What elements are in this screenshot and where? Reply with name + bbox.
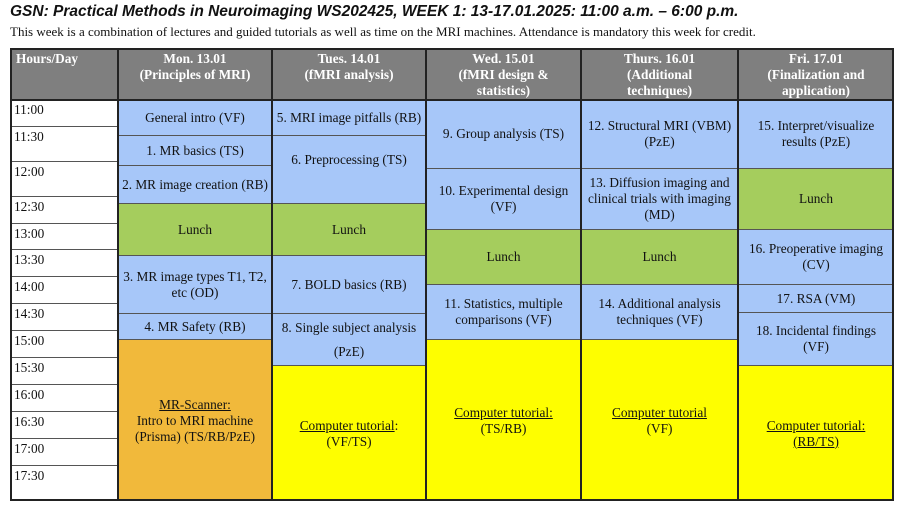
header-friday-date: Fri. 17.01 [788, 51, 844, 66]
time-slot: 15:30 [10, 358, 118, 385]
thursday-additional-analysis: 14. Additional analysis techniques (VF) [581, 285, 738, 340]
time-slot: 12:30 [10, 197, 118, 224]
time-slot: 14:30 [10, 304, 118, 331]
tuesday-preprocessing: 6. Preprocessing (TS) [272, 136, 426, 204]
thursday-lunch: Lunch [581, 230, 738, 285]
wednesday-group-analysis: 9. Group analysis (TS) [426, 100, 581, 169]
header-thursday-topic-2: techniques) [626, 83, 692, 98]
table-border [10, 48, 894, 501]
tutorial-title: Computer tutorial: [454, 404, 553, 420]
time-slot: 15:00 [10, 331, 118, 358]
wednesday-experimental-design: 10. Experimental design (VF) [426, 169, 581, 230]
tuesday-bold-basics: 7. BOLD basics (RB) [272, 256, 426, 314]
tutorial-title: Computer tutorial: [766, 417, 866, 433]
friday-interpret-visualize: 15. Interpret/visualize results (PzE) [738, 100, 894, 169]
time-slot: 17:00 [10, 439, 118, 466]
time-slot: 16:30 [10, 412, 118, 439]
time-slot: 16:00 [10, 385, 118, 412]
header-wednesday-topic-2: statistics) [476, 83, 531, 98]
header-tuesday-date: Tues. 14.01 [317, 51, 381, 66]
time-slot: 11:00 [10, 100, 118, 127]
header-monday-date: Mon. 13.01 [163, 51, 227, 66]
tutorial-body: (VF) [646, 420, 673, 436]
monday-mr-basics: 1. MR basics (TS) [118, 136, 272, 166]
tutorial-body: (VF/TS) [326, 433, 372, 449]
wednesday-statistics: 11. Statistics, multiple comparisons (VF) [426, 285, 581, 340]
time-slot: 13:00 [10, 224, 118, 250]
scanner-body: Intro to MRI machine (Prisma) (TS/RB/PzE) [134, 412, 256, 444]
schedule-table [10, 48, 894, 501]
monday-lunch: Lunch [118, 204, 272, 256]
header-friday-topic-2: application) [782, 83, 850, 98]
header-wednesday-date: Wed. 15.01 [472, 51, 535, 66]
tutorial-title: Computer tutorial [299, 417, 395, 433]
header-monday-topic: (Principles of MRI) [139, 67, 251, 82]
time-slot: 13:30 [10, 250, 118, 277]
tutorial-colon: : [394, 417, 399, 433]
monday-mr-image-types: 3. MR image types T1, T2, etc (OD) [118, 256, 272, 314]
time-slot: 11:30 [10, 127, 118, 162]
time-slot: 17:30 [10, 466, 118, 501]
thursday-structural-mri: 12. Structural MRI (VBM) (PzE) [581, 100, 738, 169]
tutorial-body: (TS/RB) [480, 420, 527, 436]
friday-incidental-findings: 18. Incidental findings (VF) [738, 313, 894, 366]
header-tuesday-topic: (fMRI analysis) [304, 67, 394, 82]
header-thursday-topic-1: (Additional [626, 67, 693, 82]
friday-rsa: 17. RSA (VM) [738, 285, 894, 313]
tutorial-body: (RB/TS) [793, 433, 839, 449]
friday-preoperative-imaging: 16. Preoperative imaging (CV) [738, 230, 894, 285]
tutorial-title: Computer tutorial [612, 404, 707, 420]
tuesday-single-subject: 8. Single subject analysis (PzE) [272, 314, 426, 366]
page-subtitle: This week is a combination of lectures and guided tutorials as well as time on the MRI machines. Attendance is mandatory this week for credit. [10, 24, 756, 39]
header-thursday-date: Thurs. 16.01 [623, 51, 696, 66]
monday-general-intro: General intro (VF) [118, 100, 272, 136]
scanner-title: MR-Scanner: [159, 396, 231, 412]
tuesday-lunch: Lunch [272, 204, 426, 256]
time-slot: 14:00 [10, 277, 118, 304]
monday-mr-safety: 4. MR Safety (RB) [118, 314, 272, 340]
header-wednesday-topic-1: (fMRI design & [458, 67, 549, 82]
friday-lunch: Lunch [738, 169, 894, 230]
wednesday-lunch: Lunch [426, 230, 581, 285]
header-hours-label: Hours/Day [16, 51, 79, 66]
monday-mr-image-creation: 2. MR image creation (RB) [118, 166, 272, 204]
thursday-diffusion-imaging: 13. Diffusion imaging and clinical trials with imaging (MD) [581, 169, 738, 230]
page-title: GSN: Practical Methods in Neuroimaging WS202425, WEEK 1: 13-17.01.2025: 11:00 a.m. – 6:00 p.m. [10, 3, 739, 20]
tuesday-mri-pitfalls: 5. MRI image pitfalls (RB) [272, 100, 426, 136]
time-slot: 12:00 [10, 162, 118, 197]
header-friday-topic-1: (Finalization and [767, 67, 865, 82]
